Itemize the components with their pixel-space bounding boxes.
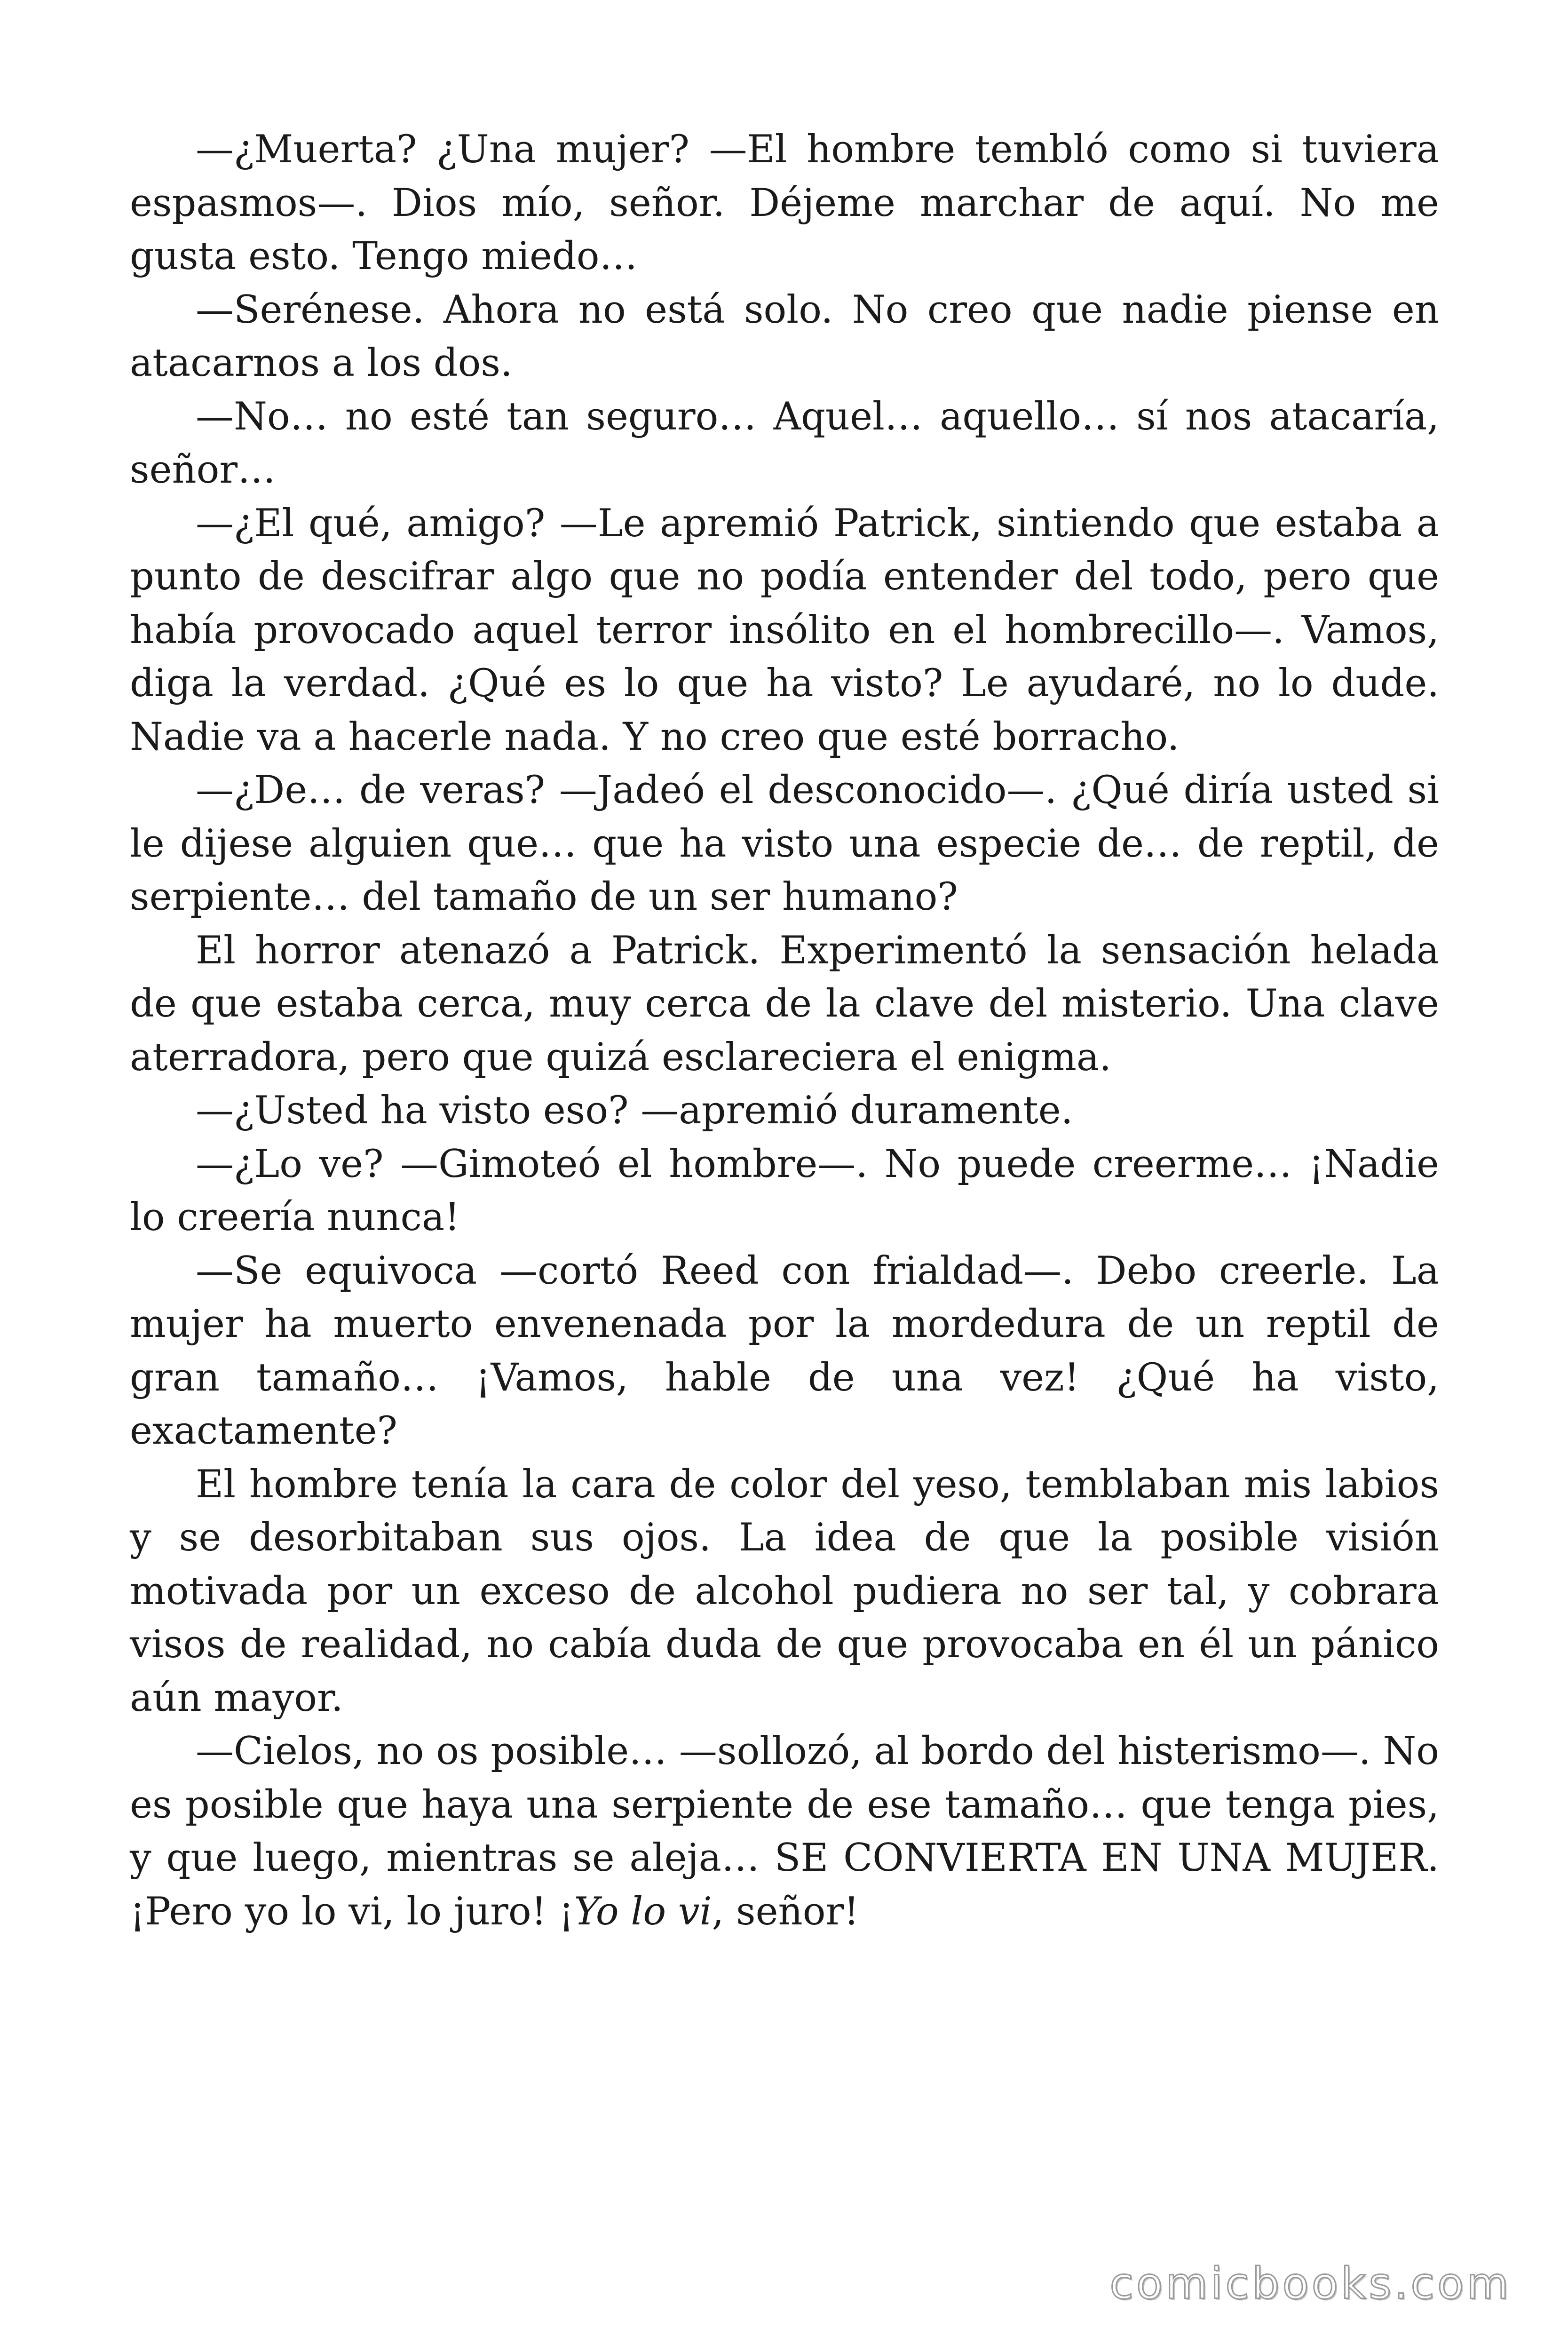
paragraph: El horror atenazó a Patrick. Experimentó la sensación helada de que estaba cerca, muy cerca de la clave del misterio. Una clave aterradora, pero que quizá esclareciera el enigma. (130, 928, 1439, 1080)
paragraph: —¿Usted ha visto eso? —apremió duramente. (196, 1089, 1073, 1133)
paragraph: —¿El qué, amigo? —Le apremió Patrick, sintiendo que estaba a punto de descifrar algo que no podía entender del todo, pero que había provocado aquel terror insólito en el hombrecillo—. Vamos, diga la verdad. ¿Qué es lo que ha visto? Le ayudaré, no lo dude. Nadie va a hacerle nada. Y no creo que esté borracho. (130, 501, 1439, 759)
paragraph-final-start: —Cielos, no os posible… —sollozó, al bordo del histerismo—. No es posible que haya una serpiente de ese tamaño… que tenga pies, y que luego, mientras se aleja… SE CONVIERTA EN UNA MUJER. ¡Pero yo lo vi, lo juro! ¡ (130, 1729, 1439, 1934)
paragraph: —Se equivoca —cortó Reed con frialdad—. Debo creerle. La mujer ha muerto envenenada por la mordedura de un reptil de gran tamaño… ¡Vamos, hable de una vez! ¿Qué ha visto, exactamente? (130, 1248, 1439, 1453)
paragraph-final-end: , señor! (712, 1889, 859, 1934)
page-text (130, 123, 1439, 1939)
paragraph: —No… no esté tan seguro… Aquel… aquello… sí nos atacaría, señor… (130, 394, 1439, 492)
paragraph: El hombre tenía la cara de color del yeso, temblaban mis labios y se desorbitaban sus ojos. La idea de que la posible visión motivada por un exceso de alcohol pudiera no ser tal, y cobrara visos de realidad, no cabía duda de que provocaba en él un pánico aún mayor. (130, 1462, 1439, 1720)
paragraph: —¿De… de veras? —Jadeó el desconocido—. ¿Qué diría usted si le dijese alguien que… que ha visto una especie de… de reptil, de serpiente… del tamaño de un ser humano? (130, 768, 1439, 919)
paragraph-final-italic: Yo lo vi (574, 1889, 712, 1934)
paragraph: —¿Muerta? ¿Una mujer? —El hombre tembló como si tuviera espasmos—. Dios mío, señor. Déjeme marchar de aquí. No me gusta esto. Tengo miedo… (130, 127, 1439, 278)
paragraph: —¿Lo ve? —Gimoteó el hombre—. No puede creerme… ¡Nadie lo creería nunca! (130, 1142, 1439, 1240)
paragraph: —Serénese. Ahora no está solo. No creo que nadie piense en atacarnos a los dos. (130, 287, 1439, 385)
paragraph-final (130, 1725, 1439, 1939)
watermark-text: comicbooks.com (1109, 2258, 1512, 2309)
